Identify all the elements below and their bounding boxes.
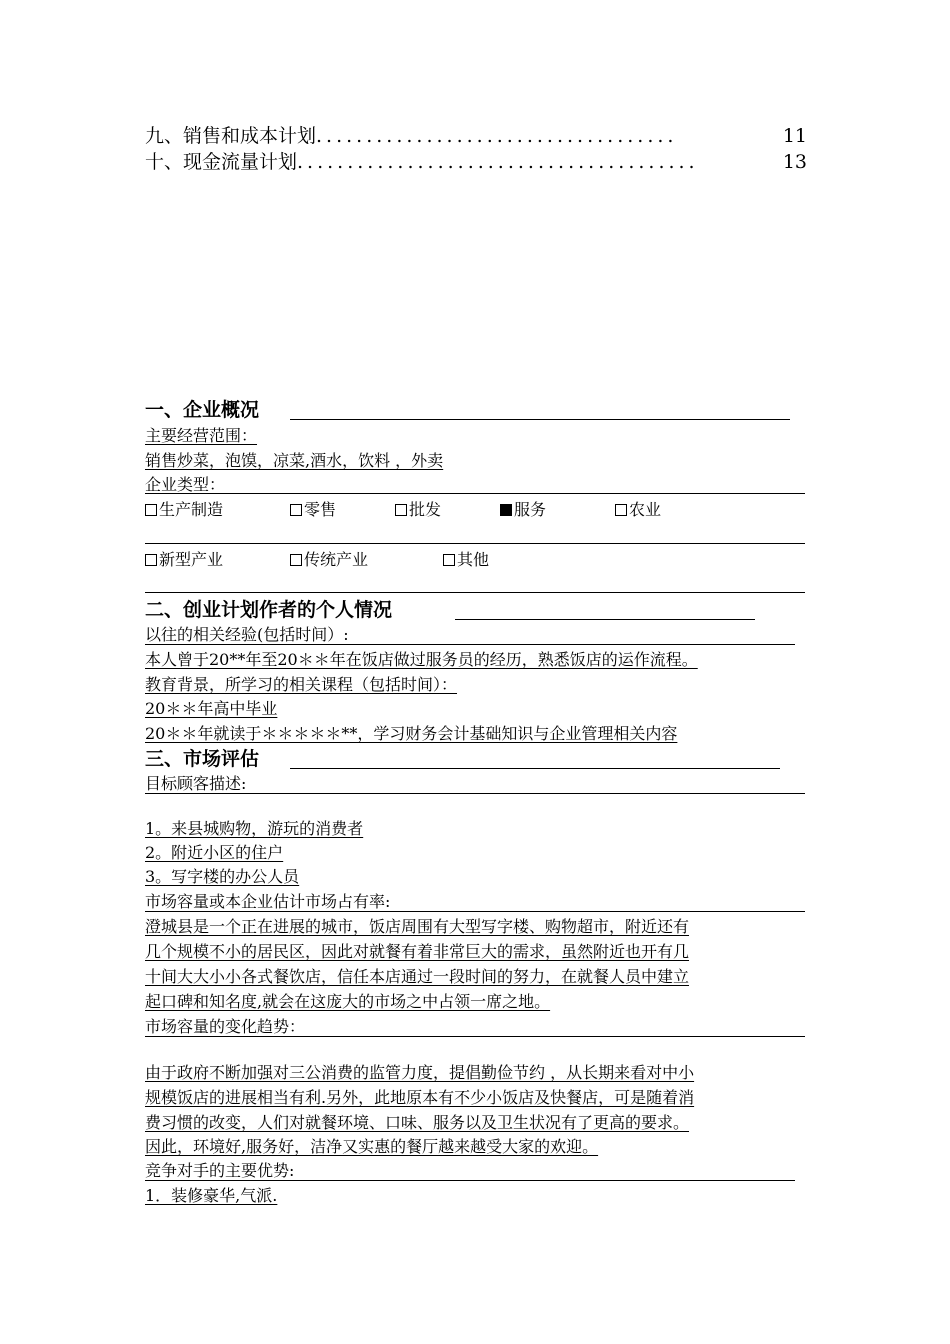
customer-label: 目标顾客描述: — [145, 774, 247, 793]
list-item: 2。附近小区的住户 — [145, 843, 284, 862]
field-rule — [145, 793, 805, 794]
checkbox-icon — [145, 504, 157, 516]
scope-value: 销售炒菜，泡馍，凉菜,酒水，饮料 ，外卖 — [145, 451, 444, 470]
section-heading: 二、创业计划作者的个人情况 — [145, 599, 393, 621]
list-item: 1．装修豪华,气派. — [145, 1186, 278, 1205]
education-item: 20＊＊年高中毕业 — [145, 699, 278, 718]
education-label: 教育背景，所学习的相关课程（包括时间）： — [145, 675, 458, 694]
checkbox-service[interactable]: 服务 — [500, 499, 546, 521]
checkbox-icon — [395, 504, 407, 516]
paragraph-line: 几个规模不小的居民区，因此对就餐有着非常巨大的需求，虽然附近也开有几 — [145, 942, 690, 961]
checkbox-agriculture[interactable]: 农业 — [615, 499, 661, 521]
toc-entry[interactable] — [145, 124, 807, 148]
competitor-label: 竞争对手的主要优势: — [145, 1161, 295, 1180]
checkbox-checked-icon — [500, 504, 512, 516]
toc-title: 九、销售和成本计划 — [145, 125, 317, 147]
heading-underline — [290, 768, 780, 769]
paragraph-line: 因此，环境好,服务好，洁净又实惠的餐厅越来越受大家的欢迎。 — [145, 1137, 599, 1156]
list-item: 3。写字楼的办公人员 — [145, 867, 300, 886]
trend-label: 市场容量的变化趋势： — [145, 1017, 306, 1036]
paragraph-line: 费习惯的改变，人们对就餐环境、口味、服务以及卫生状况有了更高的要求。 — [145, 1113, 690, 1132]
checkbox-icon — [145, 554, 157, 566]
field-rule — [145, 1036, 805, 1037]
paragraph-line: 规模饭店的进展相当有利.另外，此地原本有不少小饭店及快餐店，可是随着消 — [145, 1088, 695, 1107]
heading-underline — [455, 619, 755, 620]
experience-label: 以往的相关经验(包括时间）: — [145, 625, 349, 644]
field-rule — [145, 644, 795, 645]
checkbox-icon — [290, 504, 302, 516]
toc-page-number: 11 — [782, 125, 807, 147]
toc-page-number: 13 — [782, 151, 807, 173]
field-rule — [145, 1180, 795, 1181]
checkbox-wholesale[interactable]: 批发 — [395, 499, 441, 521]
paragraph-line: 澄城县是一个正在进展的城市，饭店周围有大型写字楼、购物超市，附近还有 — [145, 917, 690, 936]
toc-leader: .................................... — [316, 125, 678, 147]
checkbox-traditional-industry[interactable]: 传统产业 — [290, 549, 368, 571]
section-heading: 一、企业概况 — [145, 399, 260, 421]
toc-leader: ........................................ — [297, 151, 699, 173]
list-item: 1。来县城购物，游玩的消费者 — [145, 819, 364, 838]
checkbox-new-industry[interactable]: 新型产业 — [145, 549, 223, 571]
toc-title: 十、现金流量计划 — [145, 151, 298, 173]
field-rule — [145, 592, 805, 593]
checkbox-manufacturing[interactable]: 生产制造 — [145, 499, 223, 521]
checkbox-icon — [443, 554, 455, 566]
checkbox-icon — [290, 554, 302, 566]
checkbox-icon — [615, 504, 627, 516]
paragraph-line: 起口碑和知名度,就会在这庞大的市场之中占领一席之地。 — [145, 992, 551, 1011]
type-label: 企业类型： — [145, 475, 226, 494]
paragraph-line: 由于政府不断加强对三公消费的监管力度，提倡勤俭节约 ，从长期来看对中小 — [145, 1063, 695, 1082]
paragraph-line: 十间大大小小各式餐饮店，信任本店通过一段时间的努力，在就餐人员中建立 — [145, 967, 690, 986]
scope-label: 主要经营范围： — [145, 426, 258, 445]
capacity-label: 市场容量或本企业估计市场占有率: — [145, 892, 391, 911]
checkbox-retail[interactable]: 零售 — [290, 499, 336, 521]
field-rule — [145, 911, 805, 912]
education-item: 20＊＊年就读于＊＊＊＊＊**，学习财务会计基础知识与企业管理相关内容 — [145, 724, 678, 743]
section-heading: 三、市场评估 — [145, 748, 260, 770]
experience-value: 本人曾于20**年至20＊＊年在饭店做过服务员的经历，熟悉饭店的运作流程。 — [145, 650, 698, 669]
toc-entry[interactable] — [145, 150, 807, 174]
field-rule — [145, 493, 805, 494]
checkbox-other[interactable]: 其他 — [443, 549, 489, 571]
heading-underline — [290, 419, 790, 420]
field-rule — [145, 543, 805, 544]
